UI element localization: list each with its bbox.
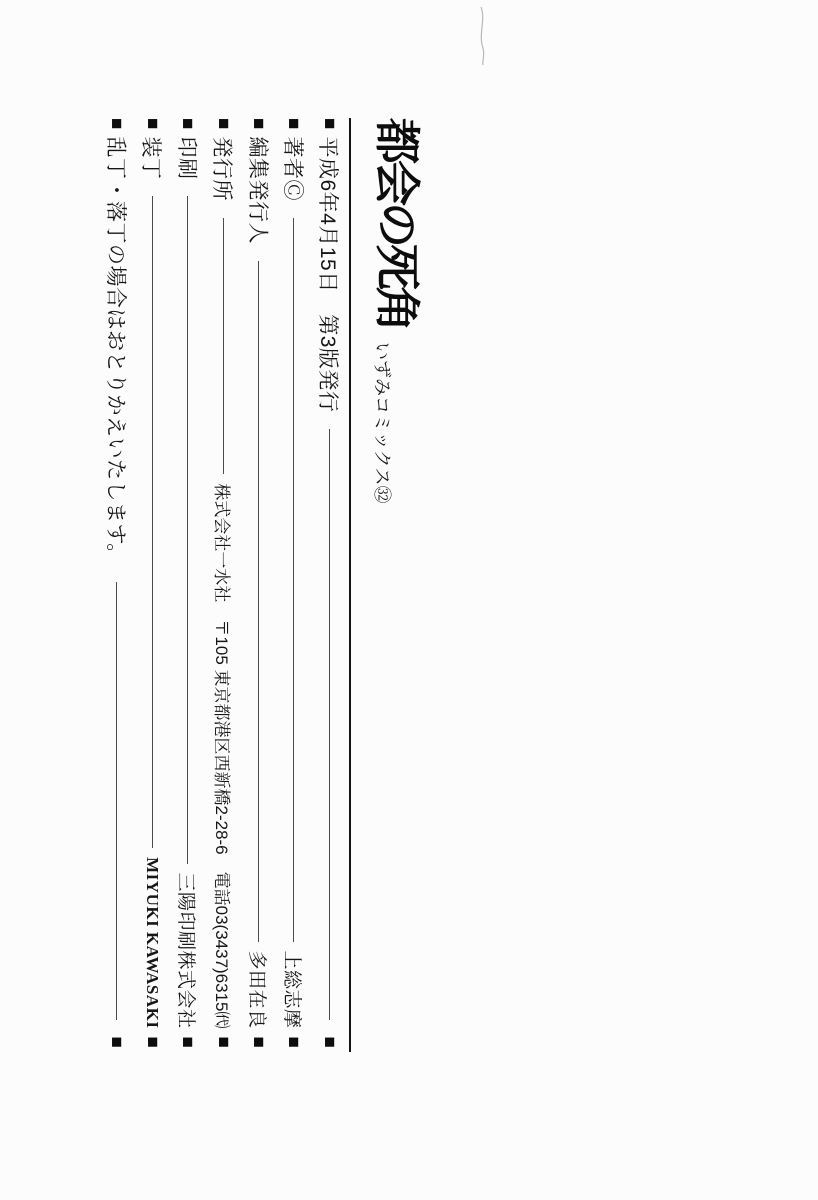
colophon-row-edition — [312, 118, 347, 1048]
square-bullet-icon: ■ — [212, 1036, 234, 1048]
leader-line — [187, 196, 188, 863]
row-label: 著者Ⓒ — [280, 136, 304, 201]
colophon-row-editor — [241, 118, 276, 1048]
title-divider — [349, 118, 351, 1052]
colophon-row-notice — [99, 118, 134, 1048]
row-value: MIYUKI KAWASAKI — [143, 857, 163, 1029]
page-title: 都会の死角 — [370, 118, 424, 328]
square-bullet-icon: ■ — [177, 118, 199, 130]
scan-artifact — [476, 4, 488, 68]
title-row — [368, 118, 426, 503]
row-value: 多田在良 — [246, 950, 268, 1029]
colophon-row-author — [276, 118, 311, 1048]
leader-line — [293, 218, 294, 942]
row-value: 株式会社一水社 〒105 東京都港区西新橋2-28-6 電話03(3437)6315㈹ — [211, 483, 231, 1029]
row-label: 印刷 — [174, 136, 198, 180]
leader-line — [329, 429, 330, 1019]
row-label: 装丁 — [139, 136, 163, 180]
leader-line — [258, 261, 259, 942]
leader-line — [152, 196, 153, 848]
square-bullet-icon: ■ — [283, 118, 305, 130]
row-label: 乱丁・落丁の場合はおとりかえいたします。 — [103, 136, 127, 565]
square-bullet-icon: ■ — [177, 1036, 199, 1048]
colophon-row-publisher — [205, 118, 240, 1048]
series-label: いずみコミックス㉜ — [372, 342, 392, 504]
square-bullet-icon: ■ — [318, 1036, 340, 1048]
row-label: 発行所 — [210, 136, 234, 201]
leader-line — [223, 218, 224, 474]
row-label: 編集発行人 — [245, 136, 269, 244]
square-bullet-icon: ■ — [106, 118, 128, 130]
colophon-section — [99, 118, 347, 1048]
row-value: 上総志摩 — [281, 950, 303, 1029]
row-value: 三陽印刷株式会社 — [175, 872, 197, 1029]
square-bullet-icon: ■ — [141, 118, 163, 130]
square-bullet-icon: ■ — [283, 1036, 305, 1048]
square-bullet-icon: ■ — [106, 1036, 128, 1048]
square-bullet-icon: ■ — [141, 1036, 163, 1048]
colophon-row-designer — [135, 118, 170, 1048]
square-bullet-icon: ■ — [212, 118, 234, 130]
square-bullet-icon: ■ — [248, 118, 270, 130]
square-bullet-icon: ■ — [248, 1036, 270, 1048]
row-label: 平成6年4月15日 第3版発行 — [316, 136, 340, 413]
colophon-row-printer — [170, 118, 205, 1048]
leader-line — [116, 582, 117, 1020]
square-bullet-icon: ■ — [318, 118, 340, 130]
